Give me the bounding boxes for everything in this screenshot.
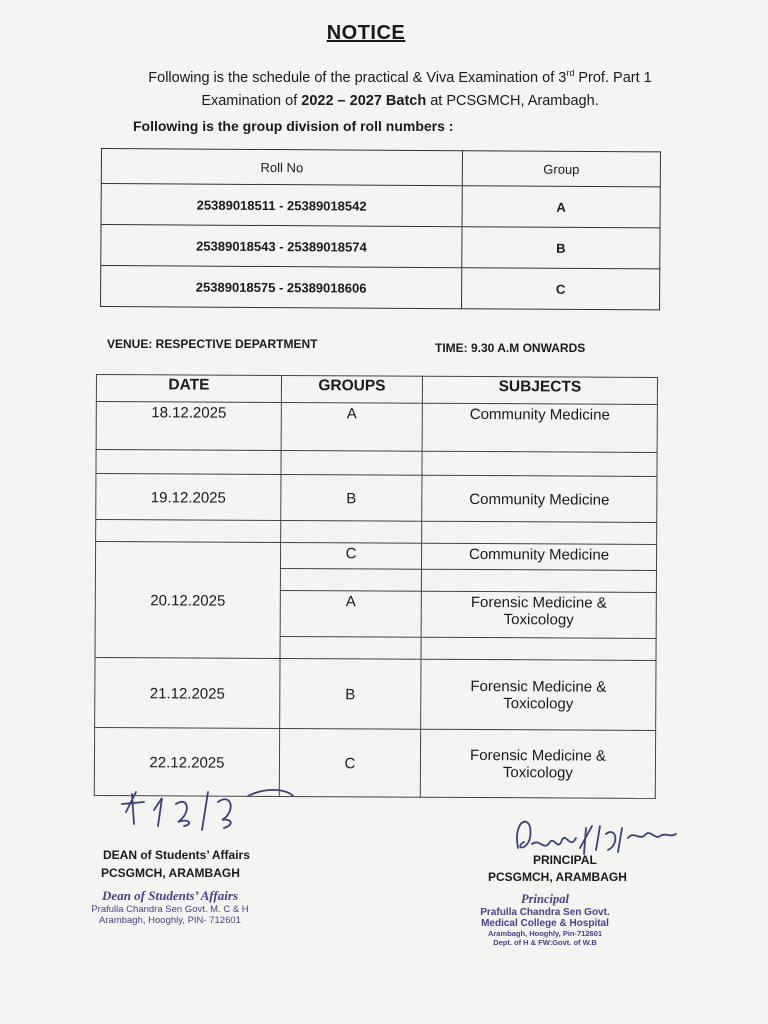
venue-text: VENUE: RESPECTIVE DEPARTMENT	[107, 337, 318, 351]
group-heading: Following is the group division of roll numbers :	[133, 118, 454, 134]
subject-cell	[421, 659, 656, 730]
group-cell: A	[281, 402, 422, 451]
table-row	[95, 542, 656, 571]
dean-institution: PCSGMCH, ARAMBAGH	[101, 866, 240, 880]
table-row	[101, 225, 660, 269]
spacer-row	[96, 450, 657, 477]
intro-batch: 2022 – 2027 Batch	[301, 92, 427, 109]
intro-line2-post: at PCSGMCH, Arambagh.	[426, 92, 599, 109]
table-row	[101, 266, 660, 310]
date-cell: 19.12.2025	[96, 474, 281, 521]
subject-line: Toxicology	[502, 764, 573, 782]
group-cell: B	[281, 474, 422, 521]
group-cell: A	[280, 590, 421, 637]
subject-line: Toxicology	[503, 695, 574, 713]
intro-line1-post: Prof. Part 1	[574, 69, 652, 86]
group-cell: A	[462, 186, 660, 228]
date-cell: 22.12.2025	[94, 727, 279, 796]
subject-cell: Community Medicine	[422, 403, 657, 452]
group-cell: C	[280, 542, 421, 569]
subject-line: Forensic Medicine &	[470, 746, 606, 765]
dean-stamp-line1: Prafulla Chandra Sen Govt. M. C & H	[91, 904, 249, 915]
col-header-roll: Roll No	[101, 149, 462, 186]
dean-stamp-title: Dean of Students’ Affairs	[102, 888, 238, 903]
intro-line1-pre: Following is the schedule of the practical & Viva Examination of 3	[148, 69, 567, 86]
notice-title: NOTICE	[326, 22, 406, 44]
group-cell: C	[279, 728, 420, 797]
table-row	[96, 402, 657, 453]
group-cell: B	[462, 227, 660, 269]
schedule-header-row	[96, 375, 657, 405]
group-cell: B	[280, 658, 421, 729]
subject-cell	[421, 591, 656, 638]
table-row	[101, 184, 660, 228]
time-text: TIME: 9.30 A.M ONWARDS	[435, 341, 586, 355]
date-cell: 21.12.2025	[95, 657, 280, 728]
spacer-row	[96, 520, 657, 545]
subject-cell: Community Medicine	[421, 543, 656, 570]
date-cell: 20.12.2025	[95, 542, 281, 659]
table-row	[95, 657, 656, 730]
intro-line2-pre: Examination of	[201, 92, 302, 109]
dean-title: DEAN of Students’ Affairs	[103, 848, 250, 862]
subject-cell: Community Medicine	[422, 475, 657, 522]
principal-stamp-line1: Prafulla Chandra Sen Govt.	[480, 907, 610, 918]
principal-stamp-line2: Medical College & Hospital	[481, 918, 609, 929]
principal-stamp-line4: Dept. of H & FW:Govt. of W.B	[493, 938, 597, 947]
notice-intro	[80, 62, 720, 113]
roll-range: 25389018543 - 25389018574	[101, 225, 462, 268]
intro-sup: rd	[566, 68, 575, 78]
principal-stamp	[450, 892, 640, 947]
principal-institution: PCSGMCH, ARAMBAGH	[488, 870, 627, 884]
date-cell: 18.12.2025	[96, 402, 281, 451]
dean-stamp	[80, 888, 260, 926]
schedule-table	[94, 374, 658, 799]
col-header-group: Group	[462, 151, 660, 187]
table-header-row	[101, 149, 660, 187]
subject-line: Forensic Medicine &	[470, 593, 607, 612]
table-row	[96, 474, 657, 523]
roll-range: 25389018575 - 25389018606	[101, 266, 462, 309]
subject-line: Toxicology	[503, 611, 574, 629]
principal-title: PRINCIPAL	[533, 853, 597, 867]
col-header-date: DATE	[96, 375, 281, 403]
roll-group-table	[100, 148, 661, 310]
principal-stamp-title: Principal	[521, 892, 569, 906]
subject-cell	[420, 729, 655, 798]
col-header-subjects: SUBJECTS	[422, 376, 657, 404]
subject-line: Forensic Medicine &	[470, 677, 607, 696]
group-cell: C	[462, 268, 660, 310]
col-header-groups: GROUPS	[281, 375, 422, 403]
dean-signature-icon	[118, 782, 298, 842]
principal-stamp-line3: Arambagh, Hooghly, Pin-712601	[487, 929, 603, 938]
dean-stamp-line2: Arambagh, Hooghly, PIN- 712601	[99, 915, 241, 926]
roll-range: 25389018511 - 25389018542	[101, 184, 462, 227]
